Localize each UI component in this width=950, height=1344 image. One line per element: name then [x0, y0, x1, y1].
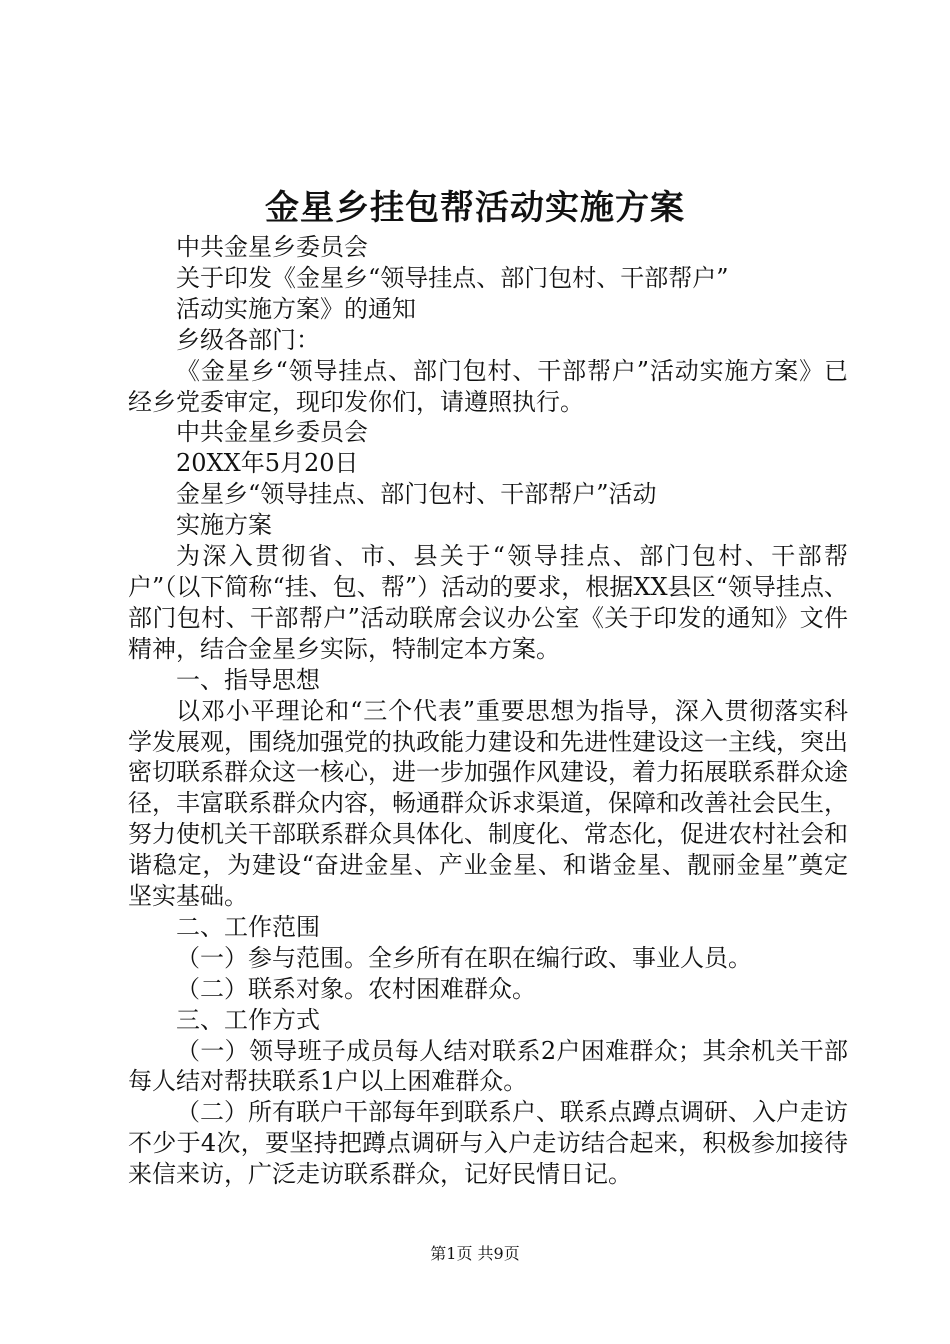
paragraph: （一）领导班子成员每人结对联系2户困难群众；其余机关干部每人结对帮扶联系1户以上困难群众。 — [128, 1036, 848, 1096]
paragraph: 为深入贯彻省、市、县关于“领导挂点、部门包村、干部帮户”（以下简称“挂、包、帮”）活动的要求，根据XX县区“领导挂点、部门包村、干部帮户”活动联席会议办公室《关于印发的通知》文件精神，结合金星乡实际，特制定本方案。 — [128, 542, 848, 663]
section-heading: 一、指导思想 — [176, 665, 320, 694]
paragraph: 活动实施方案》的通知 — [176, 294, 416, 323]
paragraph: 金星乡“领导挂点、部门包村、干部帮户”活动 — [176, 480, 657, 509]
paragraph: 《金星乡“领导挂点、部门包村、干部帮户”活动实施方案》已经乡党委审定，现印发你们，请遵照执行。 — [128, 356, 848, 416]
page-number-footer: 第1页 共9页 — [430, 1244, 520, 1263]
paragraph: （一）参与范围。全乡所有在职在编行政、事业人员。 — [176, 943, 752, 972]
paragraph: 20XX年5月20日 — [176, 449, 359, 478]
section-heading: 二、工作范围 — [176, 912, 320, 941]
document-title: 金星乡挂包帮活动实施方案 — [265, 188, 685, 228]
paragraph: 关于印发《金星乡“领导挂点、部门包村、干部帮户” — [176, 263, 729, 292]
paragraph: 实施方案 — [176, 511, 272, 540]
section-heading: 三、工作方式 — [176, 1005, 320, 1034]
paragraph: 以邓小平理论和“三个代表”重要思想为指导，深入贯彻落实科学发展观，围绕加强党的执政能力建设和先进性建设这一主线，突出密切联系群众这一核心，进一步加强作风建设，着力拓展联系群众途径，丰富联系群众内容，畅通群众诉求渠道，保障和改善社会民生，努力使机关干部联系群众具体化、制度化、常态化，促进农村社会和谐稳定，为建设“奋进金星、产业金星、和谐金星、靓丽金星”奠定坚实基础。 — [128, 696, 848, 911]
paragraph: 中共金星乡委员会 — [176, 233, 368, 261]
paragraph: 乡级各部门： — [176, 325, 320, 354]
document-body — [128, 232, 848, 1190]
paragraph: （二）联系对象。农村困难群众。 — [176, 974, 536, 1003]
paragraph: （二）所有联户干部每年到联系户、联系点蹲点调研、入户走访不少于4次，要坚持把蹲点调研与入户走访结合起来，积极参加接待来信来访，广泛走访联系群众，记好民情日记。 — [128, 1098, 848, 1189]
paragraph: 中共金星乡委员会 — [176, 418, 368, 447]
